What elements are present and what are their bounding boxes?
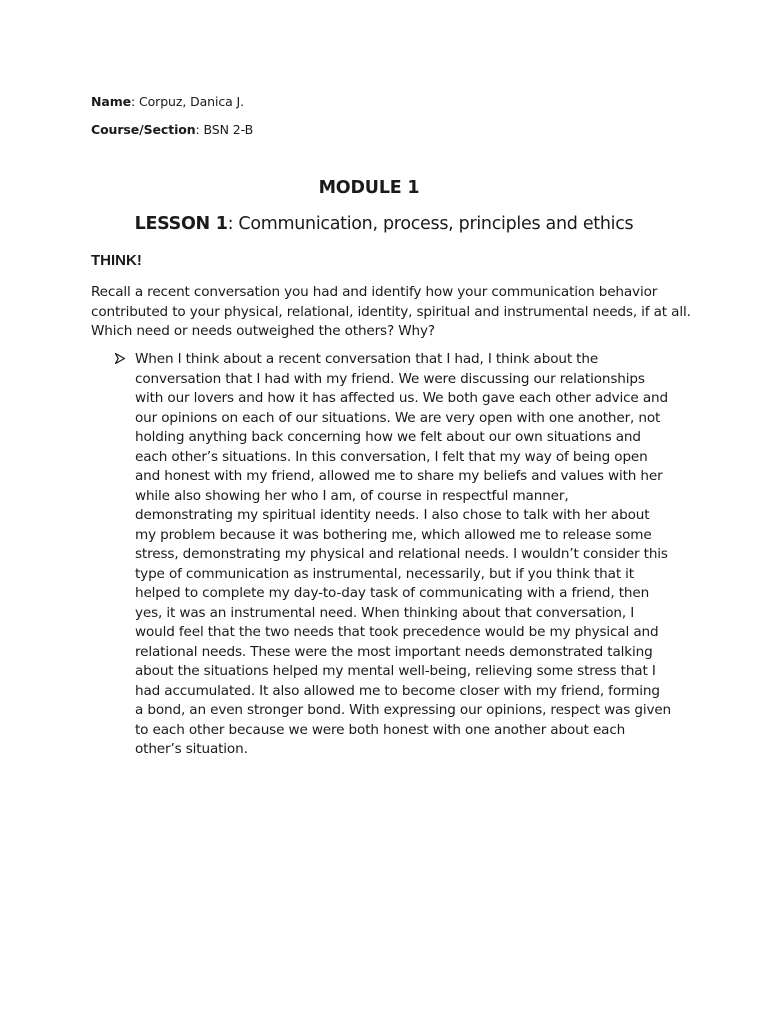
answer-line: conversation that I had with my friend. We were discussing our relationships bbox=[135, 370, 645, 387]
answer-line: with our lovers and how it has affected us. We both gave each other advice and bbox=[135, 390, 668, 406]
answer-line: relational needs. These were the most important needs demonstrated talking bbox=[135, 643, 653, 660]
answer-paragraph bbox=[135, 350, 710, 760]
answer-line: helped to complete my day-to-day task of communicating with a friend, then bbox=[135, 585, 650, 601]
prompt-question: Recall a recent conversation you had and identify how your communication behavior contributed to your physical, relational, identity, spiritual and instrumental needs, if at all. Which need or needs outweighed the others? Why? bbox=[91, 284, 691, 339]
name-value: : Corpuz, Danica J. bbox=[131, 94, 245, 109]
course-section-line bbox=[91, 122, 253, 137]
answer-line: other’s situation. bbox=[135, 741, 248, 757]
answer-line: had accumulated. It also allowed me to become closer with my friend, forming bbox=[135, 682, 660, 699]
answer-line: my problem because it was bothering me, which allowed me to release some bbox=[135, 526, 652, 543]
answer-line: while also showing her who I am, of course in respectful manner, bbox=[135, 487, 569, 504]
lesson-topic: : Communication, process, principles and ethics bbox=[227, 214, 634, 234]
answer-line: yes, it was an instrumental need. When thinking about that conversation, I bbox=[135, 604, 635, 621]
name-line bbox=[91, 94, 244, 109]
answer-line: type of communication as instrumental, necessarily, but if you think that it bbox=[135, 565, 634, 582]
answer-line: and honest with my friend, allowed me to share my beliefs and values with her bbox=[135, 468, 663, 484]
answer-line: demonstrating my spiritual identity needs. I also chose to talk with her about bbox=[135, 507, 650, 523]
lesson-title bbox=[0, 214, 768, 234]
answer-line: a bond, an even stronger bond. With expressing our opinions, respect was given bbox=[135, 702, 672, 718]
course-section-label: Course/Section bbox=[91, 122, 196, 137]
answer-line: stress, demonstrating my physical and relational needs. I wouldn’t consider this bbox=[135, 546, 668, 562]
answer-line: would feel that the two needs that took precedence would be my physical and bbox=[135, 624, 659, 640]
answer-line: to each other because we were both honest with one another about each bbox=[135, 721, 626, 738]
arrowhead-bullet-icon bbox=[115, 350, 125, 370]
lesson-label: LESSON 1 bbox=[134, 214, 228, 234]
section-heading: THINK! bbox=[91, 252, 142, 269]
module-title: MODULE 1 bbox=[318, 178, 420, 198]
name-label: Name bbox=[91, 94, 131, 109]
answer-line: each other’s situations. In this conversation, I felt that my way of being open bbox=[135, 448, 648, 465]
course-section-value: : BSN 2-B bbox=[195, 122, 254, 137]
answer-line: holding anything back concerning how we felt about our own situations and bbox=[135, 429, 641, 445]
answer-line: our opinions on each of our situations. We are very open with one another, not bbox=[135, 409, 661, 426]
answer-line: When I think about a recent conversation that I had, I think about the bbox=[135, 351, 599, 367]
answer-line: about the situations helped my mental well-being, relieving some stress that I bbox=[135, 663, 656, 679]
